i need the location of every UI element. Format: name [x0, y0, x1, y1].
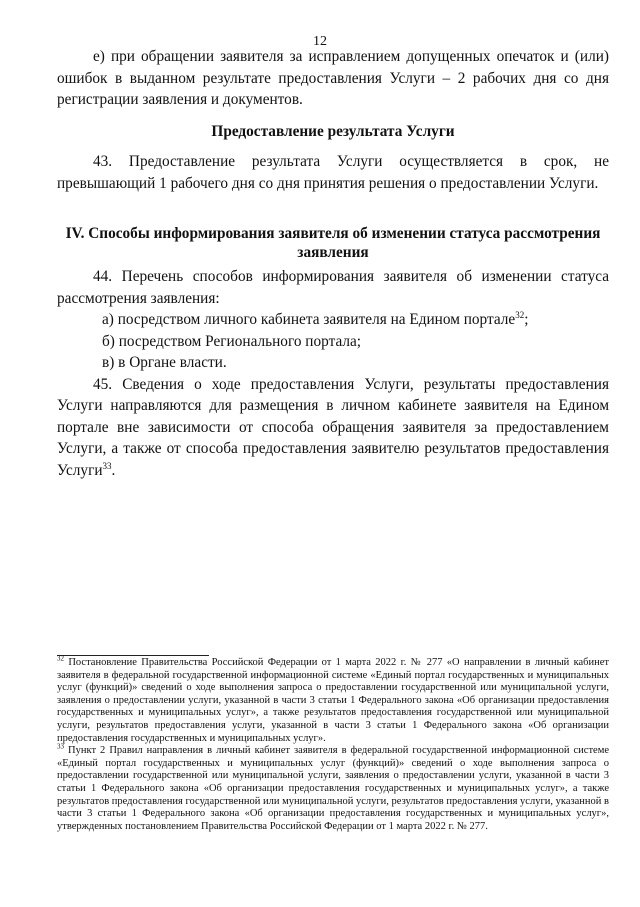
- footnote-33-text: Пункт 2 Правил направления в личный кабинет заявителя в федеральной государственной информационной системе «Единый портал государственных и муниципальных услуг (функций)» сведений о ходе выполнения запроса о предоставлении государственной или муниципальной услуги, заявления о предоставлении услуги, указанной в части 3 статьи 1 Федерального закона «Об организации предоставления государственных и муниципальных услуг», а также результатов предоставления государственной или муниципальной услуги, результатов предоставления услуги, указанной в части 3 статьи 1 Федерального закона «Об организации предоставления государственных и муниципальных услуг», утвержденных постановлением Правительства Российской Федерации от 1 марта 2022 г. № 277.: [57, 745, 609, 832]
- footnote-ref-32[interactable]: 32: [515, 309, 525, 320]
- footnote-ref-33[interactable]: 33: [102, 460, 112, 471]
- paragraph-45-tail: .: [111, 461, 116, 479]
- list-item-v: [57, 352, 609, 374]
- list-item-v-text: в) в Органе власти.: [102, 354, 227, 371]
- list-item-b-text: б) посредством Регионального портала;: [102, 332, 362, 350]
- paragraph-43: 43. Предоставление результата Услуги осуществляется в срок, не превышающий 1 рабочего дня со дня принятия решения о предоставлении Услуги.: [57, 153, 609, 192]
- page-number: 12: [313, 34, 327, 49]
- footnote-32-text: Постановление Правительства Российской Федерации от 1 марта 2022 г. № 277 «О направлении в личный кабинет заявителя в федеральной государственной информационной системе «Единый портал государственных и муниципальных услуг (функций)» сведений о ходе выполнения запроса о предоставлении государственной или муниципальной услуги, заявления о предоставлении услуги, указанной в части 3 статьи 1 Федерального закона «Об организации предоставления государственных и муниципальных услуг», а также результатов предоставления государственной или муниципальной услуги, результатов предоставления услуги, указанной в части 3 статьи 1 Федерального закона «Об организации предоставления государственных и муниципальных услуг».: [57, 657, 609, 744]
- footnote-separator: [57, 655, 209, 656]
- section-iv-heading: IV. Способы информирования заявителя об изменении статуса рассмотрения заявления: [65, 225, 601, 261]
- item-e-paragraph: е) при обращении заявителя за исправлением допущенных опечаток и (или) ошибок в выданном результате предоставления Услуги – 2 рабочих дня со дня регистрации заявления и документов.: [57, 48, 609, 108]
- footnote-32-number: 32: [57, 654, 64, 663]
- list-item-a-text: а) посредством личного кабинета заявителя на Едином портале: [102, 311, 516, 328]
- footnote-33: [57, 742, 609, 833]
- footnote-33-number: 33: [57, 742, 64, 751]
- section-iv-body: [57, 266, 609, 481]
- list-item-b: [57, 331, 609, 353]
- paragraph-45: [57, 374, 609, 482]
- footnote-32: [57, 654, 609, 745]
- paragraph-43-block: [57, 151, 609, 194]
- paragraph-45-text: 45. Сведения о ходе предоставления Услуги, результаты предоставления Услуги направляются для размещения в личном кабинете заявителя на Едином портале вне зависимости от способа обращения заявителя за предоставлением Услуги, а также от способа предоставления заявителю результатов предоставления Услуги: [57, 375, 609, 479]
- footnotes-block: [57, 654, 609, 833]
- section-result-heading: Предоставление результата Услуги: [211, 123, 455, 140]
- list-item-a-tail: ;: [524, 311, 529, 328]
- paragraph-44: 44. Перечень способов информирования заявителя об изменении статуса рассмотрения заявления:: [57, 268, 609, 307]
- item-e-block: [57, 46, 609, 111]
- list-item-a: [57, 309, 609, 331]
